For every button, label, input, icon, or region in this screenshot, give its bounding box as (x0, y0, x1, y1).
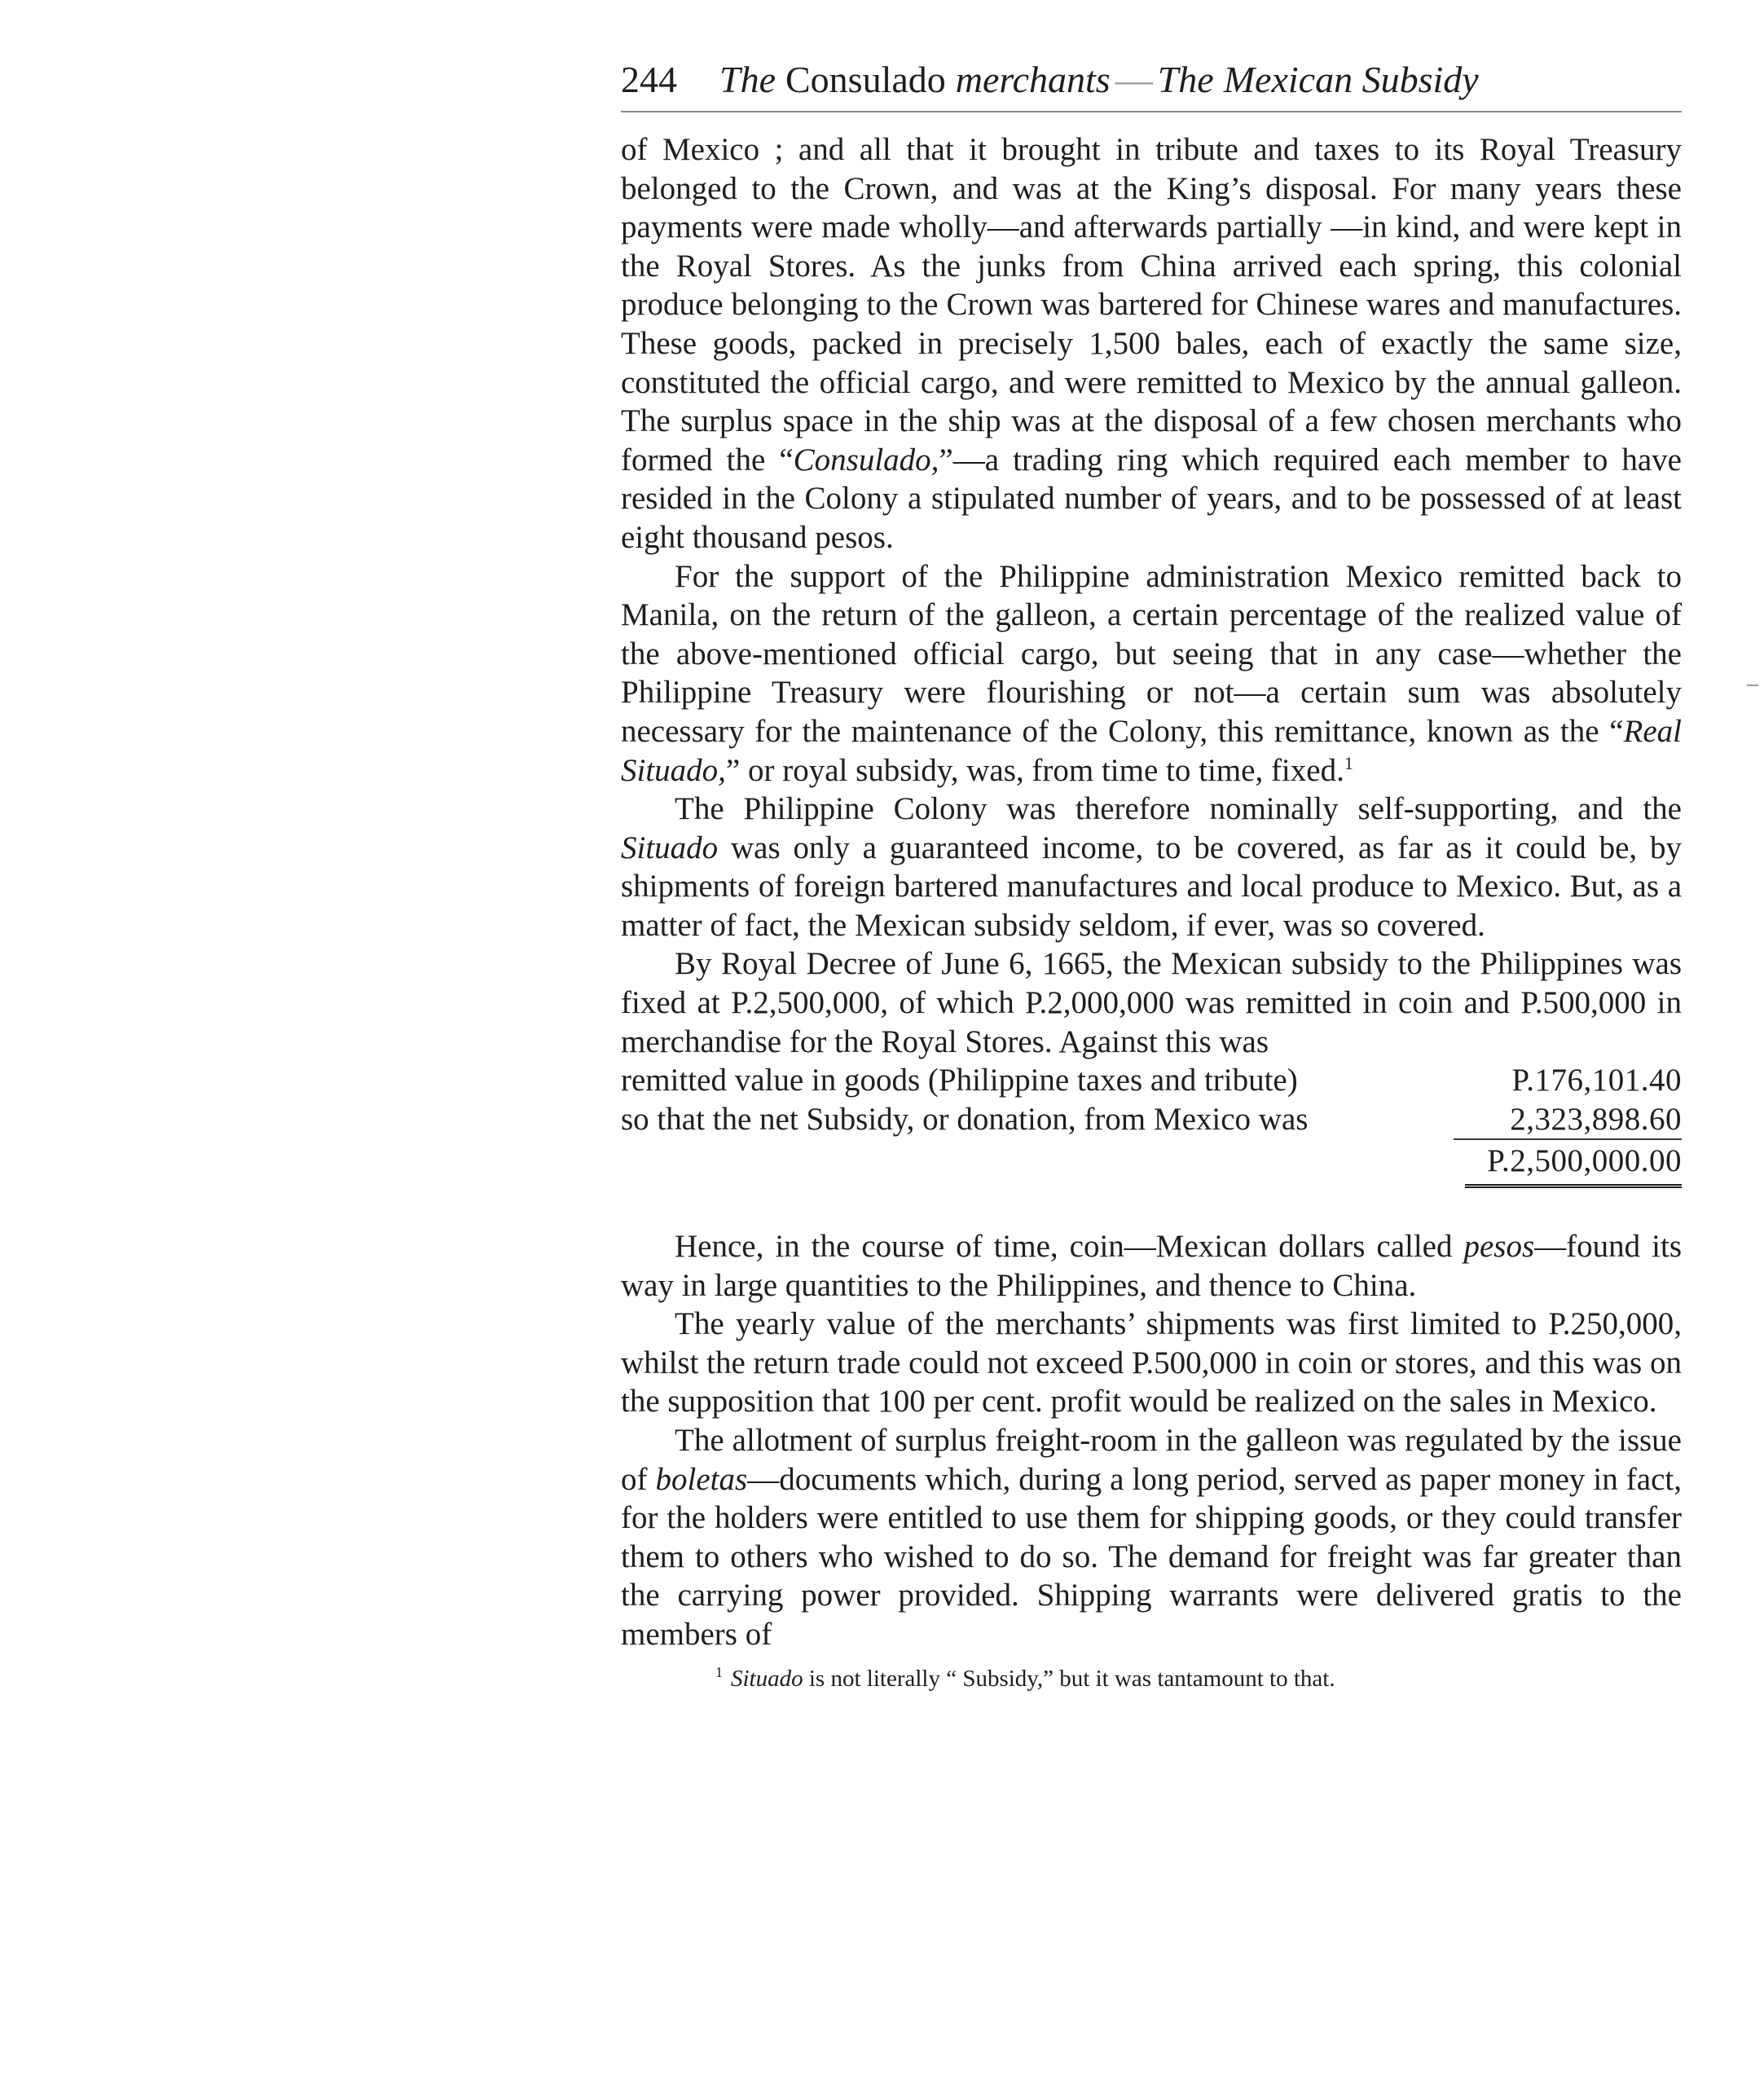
paragraph-5 (621, 1227, 1682, 1305)
running-head-dash: — (1115, 59, 1153, 100)
footnote-mark: 1 (715, 1663, 723, 1680)
paragraph-1-text-rest: ”—a trading ring which required each member to have resided in the Colony a stipulated number of years, and to be possessed of at least eight thousand pesos. (621, 442, 1682, 555)
ledger-row-net-subsidy-label: so that the net Subsidy, or donation, from Mexico was (621, 1101, 1309, 1137)
ledger-row-goods-amount: P.176,101.40 (1511, 1063, 1682, 1098)
paragraph-7-text: The allotment of surplus freight-room in the galleon was regulated by the issue of (621, 1423, 1682, 1497)
running-head-mexican-subsidy: Mexican Subsidy (1223, 59, 1479, 100)
paragraph-5-text: Hence, in the course of time, coin—Mexican dollars called (675, 1229, 1464, 1265)
paragraph-3-text-rest: was only a guaranteed income, to be covered, as far as it could be, by shipments of foreign bartered manufactures and local produce to Mexico. But, as a matter of fact, the Mexican subsidy seldom, if ever, was so covered. (621, 830, 1682, 943)
term-consulado: Consulado, (793, 442, 939, 478)
paragraph-4 (621, 944, 1682, 1061)
paragraph-6-text: The yearly value of the merchants’ shipments was first limited to P.250,000, whilst the return trade could not exceed P.500,000 in coin or stores, and this was on the supposition that 100 per cent. profit would be realized on the sales in Mexico. (621, 1306, 1682, 1420)
book-page (621, 57, 1682, 1693)
paragraph-1 (621, 130, 1682, 557)
footnote-reference: 1 (1344, 752, 1353, 773)
running-head-merchants: merchants (955, 59, 1111, 100)
paragraph-3 (621, 790, 1682, 944)
paragraph-2-text: For the support of the Philippine administration Mexico remitted back to Manila, on the return of the galleon, a certain percentage of the realized value of the above-mentioned official cargo, but seeing that in any case—whether the Philippine Treasury were flourishing or not—a certain sum was absolutely necessary for the maintenance of the Colony, this remittance, known as the “ (621, 558, 1682, 749)
subsidy-ledger (621, 1061, 1682, 1188)
paragraph-5-text-rest: —found its way in large quantities to the Philippines, and thence to China. (621, 1229, 1683, 1303)
paragraph-2 (621, 557, 1682, 790)
running-head-consulado: Consulado (785, 59, 946, 100)
paragraph-7-text-rest: —documents which, during a long period, served as paper money in fact, for the holders were entitled to use them for shipping goods, or they could transfer them to others who wished to do so. The demand for freight was far greater than the carrying power provided. Shipping warrants were delivered gratis to the members of (621, 1461, 1682, 1652)
paragraph-4-text: By Royal Decree of June 6, 1665, the Mexican subsidy to the Philippines was fixed at P.2,500,000, of which P.2,000,000 was remitted in coin and P.500,000 in merchandise for the Royal Stores. Against this was (621, 946, 1682, 1059)
ledger-row-goods-label: remitted value in goods (Philippine taxes and tribute) (621, 1063, 1298, 1098)
ledger-total-amount: P.2,500,000.00 (1465, 1142, 1682, 1188)
page-number: 244 (621, 59, 677, 100)
term-situado: Situado (621, 830, 719, 865)
ledger-row-net-subsidy-amount: 2,323,898.60 (1454, 1100, 1682, 1141)
section-gap (621, 1188, 1682, 1227)
ledger-row-goods (621, 1061, 1682, 1100)
running-head-the-2: The (1157, 59, 1214, 100)
term-pesos: pesos (1463, 1229, 1535, 1265)
margin-mark (1747, 685, 1758, 686)
paragraph-7 (621, 1421, 1682, 1654)
paragraph-3-text: The Philippine Colony was therefore nominally self-supporting, and the (675, 791, 1682, 827)
running-head (621, 57, 1682, 112)
ledger-total-row (621, 1142, 1682, 1188)
footnote-text: is not literally “ Subsidy,” but it was tantamount to that. (803, 1665, 1335, 1692)
running-head-the: The (719, 59, 776, 100)
paragraph-2-text-rest: ” or royal subsidy, was, from time to time, fixed. (725, 752, 1344, 788)
term-boletas: boletas (655, 1461, 748, 1497)
footnote-term: Situado (731, 1665, 803, 1692)
body-text (621, 130, 1682, 1654)
ledger-row-net-subsidy (621, 1100, 1682, 1141)
footnote (621, 1664, 1682, 1693)
term-real-situado: Real Situado, (621, 713, 1682, 788)
paragraph-6 (621, 1305, 1682, 1421)
paragraph-1-text: of Mexico ; and all that it brought in tribute and taxes to its Royal Treasury belonged to the Crown, and was at the King’s disposal. For many years these payments were made wholly—and afterwards partially —in kind, and were kept in the Royal Stores. As the junks from China arrived each spring, this colonial produce belonging to the Crown was bartered for Chinese wares and manufactures. These goods, packed in precisely 1,500 bales, each of exactly the same size, constituted the official cargo, and were remitted to Mexico by the annual galleon. The surplus space in the ship was at the disposal of a few chosen merchants who formed the “ (621, 132, 1682, 478)
